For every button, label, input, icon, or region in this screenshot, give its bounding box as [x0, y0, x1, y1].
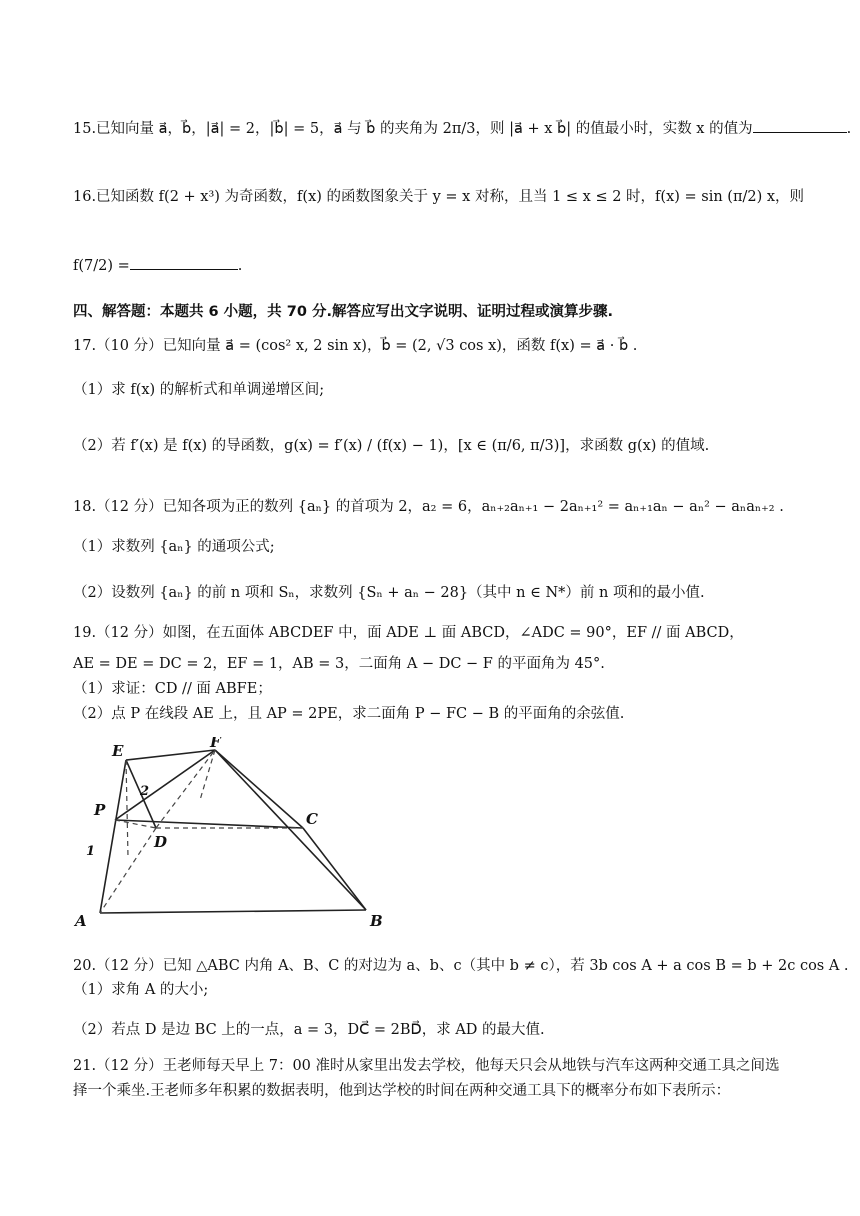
edge-PF [115, 750, 215, 820]
edge-DA [100, 828, 156, 913]
edge-DF [156, 750, 215, 828]
q17-part2: （2）若 f′(x) 是 f(x) 的导函数，g(x) = f′(x) / (f(x) − 1)，[x ∈ (π/6, π/3)]，求函数 g(x) 的值域. [73, 438, 710, 454]
edge-PC [115, 820, 303, 828]
q18-part1: （1）求数列 {aₙ} 的通项公式; [73, 539, 275, 555]
q17-stem: 17.（10 分）已知向量 a⃗ = (cos² x, 2 sin x)，b⃗ = (2, √3 cos x)，函数 f(x) = a⃗ · b⃗ . [73, 338, 638, 354]
q16-line2-text: f(7/2) = [73, 258, 130, 274]
label-1: 1 [86, 844, 96, 859]
q18-stem: 18.（12 分）已知各项为正的数列 {aₙ} 的首项为 2，a₂ = 6，aₙ₊₂aₙ₊₁ − 2aₙ₊₁² = aₙ₊₁aₙ − aₙ² − aₙaₙ₊₂ . [73, 499, 784, 515]
edge-FC [215, 750, 303, 828]
q19-part2: （2）点 P 在线段 AE 上，且 AP = 2PE，求二面角 P − FC − B 的平面角的余弦值. [73, 706, 625, 722]
edge-E-drop [126, 760, 128, 857]
q15-line [73, 118, 852, 139]
q18-part2: （2）设数列 {aₙ} 的前 n 项和 Sₙ，求数列 {Sₙ + aₙ − 28}（其中 n ∈ N*）前 n 项和的最小值. [73, 585, 705, 601]
q20-part2: （2）若点 D 是边 BC 上的一点，a = 3，DC⃗ = 2BD⃗，求 AD 的最大值. [73, 1022, 545, 1038]
label-2: 2 [140, 784, 150, 799]
q16-line2 [73, 255, 800, 276]
pentahedron-figure [70, 737, 400, 937]
q15-answer-blank [753, 118, 847, 133]
edge-AB [100, 910, 366, 913]
label-B: B [370, 912, 383, 930]
q21-line1: 21.（12 分）王老师每天早上 7：00 准时从家里出发去学校，他每天只会从地铁与汽车这两种交通工具之间选 [73, 1058, 780, 1074]
q19-stem-line2: AE = DE = DC = 2，EF = 1，AB = 3，二面角 A − DC − F 的平面角为 45°. [73, 656, 605, 672]
edge-CB [303, 828, 366, 910]
edge-EA [100, 760, 126, 913]
q15-text: 15.已知向量 a⃗，b⃗，|a⃗| = 2，|b⃗| = 5，a⃗ 与 b⃗ 的夹角为 2π/3，则 |a⃗ + x b⃗| 的值最小时，实数 x 的值为 [73, 121, 753, 137]
section-heading: 四、解答题：本题共 6 小题，共 70 分.解答应写出文字说明、证明过程或演算步骤. [73, 304, 613, 320]
label-E: E [112, 742, 124, 760]
q19-stem-line1: 19.（12 分）如图，在五面体 ABCDEF 中，面 ADE ⊥ 面 ABCD，∠ADC = 90°，EF // 面 ABCD， [73, 625, 744, 641]
q17-part1: （1）求 f(x) 的解析式和单调递增区间; [73, 382, 325, 398]
q15-end: . [846, 121, 852, 137]
label-C: C [306, 810, 318, 828]
q21-line2: 择一个乘坐.王老师多年积累的数据表明，他到达学校的时间在两种交通工具下的概率分布如下表所示： [73, 1083, 731, 1099]
q19-part1: （1）求证：CD // 面 ABFE； [73, 681, 272, 697]
q20-part1: （1）求角 A 的大小; [73, 982, 209, 998]
q16-end: . [237, 258, 243, 274]
label-D: D [154, 833, 168, 851]
label-F: F [210, 737, 221, 751]
q16-line1: 16.已知函数 f(2 + x³) 为奇函数，f(x) 的函数图象关于 y = x 对称，且当 1 ≤ x ≤ 2 时，f(x) = sin (π/2) x，则 [73, 189, 805, 205]
q20-stem: 20.（12 分）已知 △ABC 内角 A、B、C 的对边为 a、b、c（其中 b ≠ c），若 3b cos A + a cos B = b + 2c cos A . [73, 958, 849, 974]
edge-FB [215, 750, 366, 910]
label-P: P [94, 801, 106, 819]
q16-answer-blank [130, 255, 238, 270]
edge-F-drop [200, 750, 215, 800]
label-A: A [75, 912, 87, 930]
